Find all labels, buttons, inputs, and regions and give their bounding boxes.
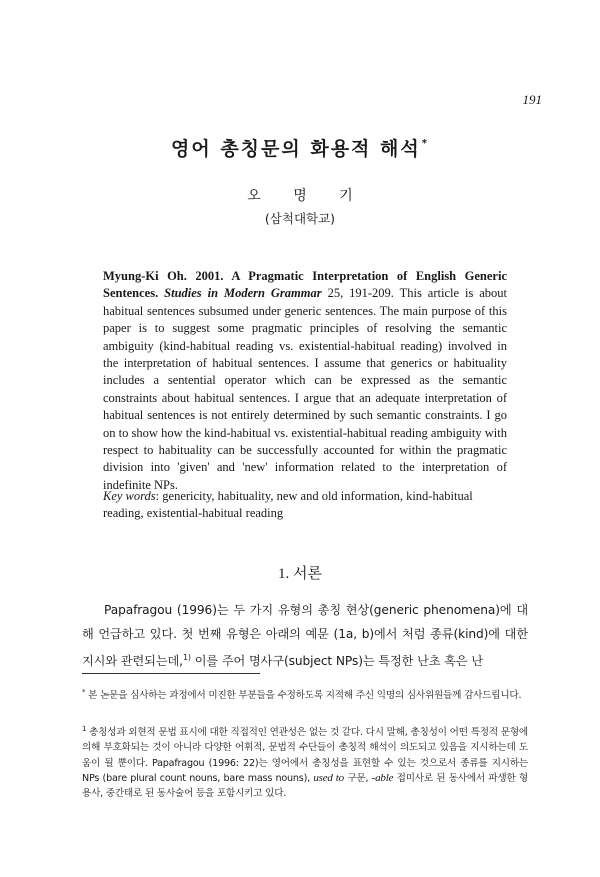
footnote-star-text: 본 논문을 심사하는 과정에서 미진한 부분들을 수정하도록 지적해 주신 익명의 심사위원들께 감사드립니다.	[85, 690, 522, 701]
section-heading: 1. 서론	[278, 566, 322, 582]
footnote-1-part3: 접미사로 된 동사에서 파생한 형용사, 중간태로 된 동사술어 등을 포함시키고 있다.	[82, 772, 528, 800]
citation-volume: 25, 191-209.	[327, 286, 394, 301]
title-footnote-mark: *	[421, 138, 429, 149]
author-affiliation: (삼척대학교)	[264, 211, 336, 226]
abstract-text: This article is about habitual sentences subsumed under generic sentences. The main purpose of this paper is to suggest some pragmatic principles of resolving the semantic ambiguity (kind-habitual reading vs. existential-habitual reading) involved in the interpretation of habitual sentences. I assume that generics or habituality includes a sentential operator which can be expressed as the semantic constraints about habitual sentences. I argue that an adequate interpretation of habitual sentences is not entirely determined by such semantic constraints. I go on to show how the kind-habitual vs. existential-habitual reading ambiguity with respect to habituality can be successfully accounted for within the pragmatic division into 'given' and 'new' information related to the interpretation of indefinite NPs.	[103, 286, 508, 492]
footnote-1-part2: 구문,	[343, 772, 372, 784]
keywords	[103, 488, 507, 523]
footnote-1-italic-used-to: used to	[313, 771, 344, 784]
footnote-acknowledgement	[82, 685, 528, 703]
keywords-text: : genericity, habituality, new and old information, kind-habitual reading, existential-habitual reading	[103, 489, 473, 521]
abstract	[103, 268, 507, 494]
keywords-label: Key words	[103, 489, 156, 503]
author-name: 오 명 기	[247, 188, 367, 204]
paper-title	[0, 134, 600, 161]
footnote-1-mark: 1	[82, 725, 87, 733]
paper-title-text: 영어 총칭문의 화용적 해석	[171, 138, 421, 160]
footnote-1-italic-able: -able	[371, 771, 394, 784]
footnote-star-mark: *	[82, 688, 86, 696]
footnote-1-part1: 총칭성과 외현적 문법 표시에 대한 직접적인 연관성은 없는 것 같다. 다시 말해, 총칭성이 어떤 특정적 문형에 의해 부호화되는 것이 아니라 다양한 어휘적, 문법적 수단들이 총칭적 해석이 의도되고 있음을 지시하는데 도움이 될 뿐이다. Papafragou (1996: 22)는 영어에서 총칭성을 표현할 수 있는 것으로서 종류를 지시하는 NPs (bare plural count nouns, bare mass nouns),	[82, 727, 528, 784]
body-text-part2: 이를 주어 명사구(subject NPs)는 특정한 난초 혹은 난	[190, 654, 484, 668]
footnote-ref: 1)	[182, 653, 191, 662]
citation-text: Myung-Ki Oh. 2001. A Pragmatic Interpretation of English Generic Sentences.	[103, 269, 507, 301]
body-text-part1: Papafragou (1996)는 두 가지 유형의 총칭 현상(generic phenomena)에 대해 언급하고 있다. 첫 번째 유형은 아래의 예문 (1a, b)에서 처럼 종류(kind)에 대한 지시와 관련되는데,	[82, 603, 528, 668]
page-number: 191	[522, 92, 542, 107]
body-paragraph	[82, 598, 528, 673]
journal-name: Studies in Modern Grammar	[164, 286, 322, 301]
footnote-divider	[82, 673, 260, 674]
footnote-1	[82, 722, 528, 801]
